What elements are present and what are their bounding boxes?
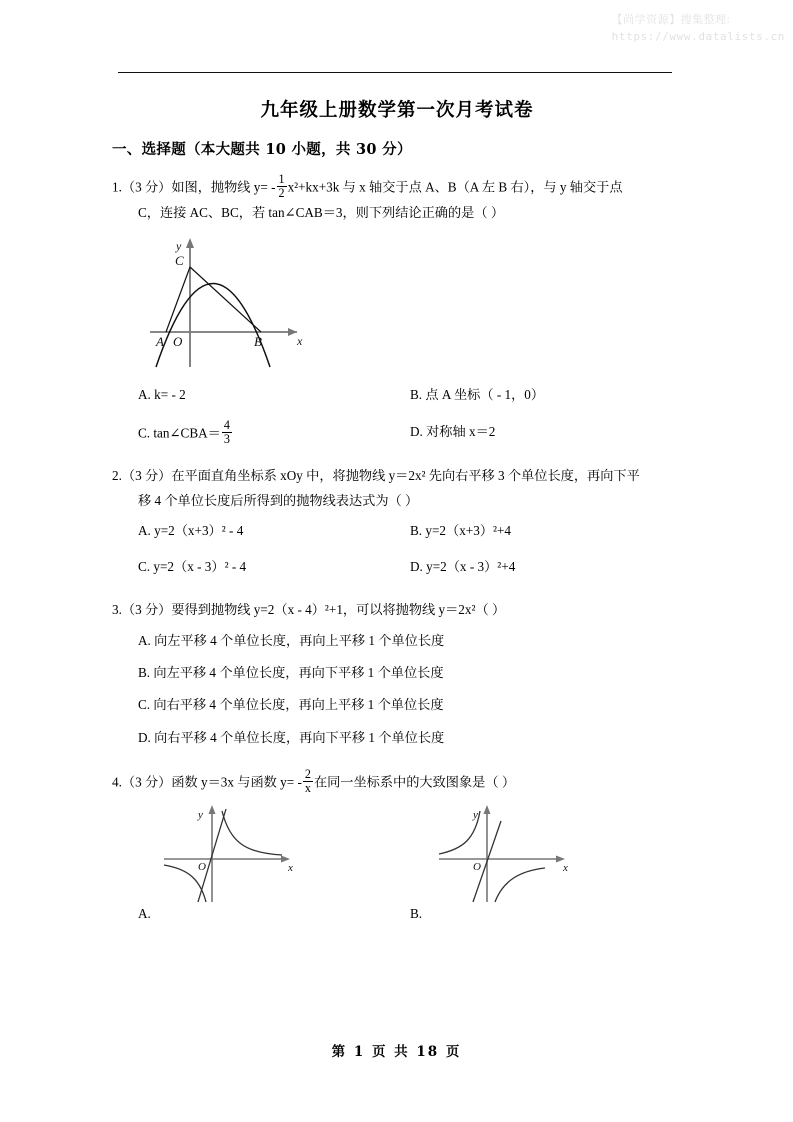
question-4-stem-fraction [303, 768, 313, 795]
option-text: 向左平移 4 个单位长度，再向上平移 1 个单位长度 [154, 632, 445, 648]
question-2-option-a[interactable] [138, 518, 410, 544]
graph-b-origin-label: O [473, 861, 481, 874]
page-footer: 第 1 页 共 18 页 [331, 1044, 462, 1060]
figure-label-A: A [156, 334, 164, 350]
option-text: 向左平移 4 个单位长度，再向下平移 1 个单位长度 [153, 664, 444, 680]
question-1 [112, 173, 682, 447]
page-content [112, 96, 682, 930]
option-text: 向右平移 4 个单位长度，再向下平移 1 个单位长度 [154, 729, 445, 745]
question-4-stem [112, 768, 682, 795]
question-1-option-c[interactable] [138, 419, 410, 447]
question-2-points: （3 分） [121, 467, 172, 483]
watermark [612, 12, 785, 45]
question-1-number: 1. [112, 179, 122, 195]
option-text: y=2（x - 3）² - 4 [153, 559, 247, 575]
graph-option-a [160, 799, 305, 904]
option-text: 点 A 坐标（ - 1，0） [425, 387, 545, 403]
page-title: 九年级上册数学第一次月考试卷 [260, 100, 534, 121]
question-4-option-a-label[interactable]: A. [138, 906, 151, 922]
option-text: y=2（x+3）²+4 [425, 523, 511, 539]
fraction-numerator: 1 [278, 172, 285, 186]
question-4-number: 4. [112, 774, 122, 790]
question-2-stem-line-2: 移 4 个单位长度后所得到的抛物线表达式为（ ） [138, 493, 419, 509]
option-key: D. [410, 423, 423, 439]
question-3-option-a[interactable] [138, 625, 682, 657]
section-heading: 一、选择题（本大题共 10 小题，共 30 分） [112, 141, 412, 158]
question-3-points: （3 分） [121, 601, 172, 617]
question-1-points: （3 分） [121, 179, 172, 195]
question-2-options [112, 518, 682, 581]
fraction-numerator: 4 [223, 417, 230, 432]
question-1-stem [112, 173, 682, 226]
question-4-points: （3 分） [121, 774, 172, 790]
question-1-option-b[interactable] [410, 382, 682, 408]
graph-b-axis-label-x: x [563, 862, 568, 875]
question-2-stem [112, 463, 682, 514]
question-1-options [112, 382, 682, 446]
graph-b-axis-label-y: y [473, 809, 478, 822]
watermark-url-text: https://www.datalists.cn [611, 29, 785, 43]
header-divider [118, 72, 672, 73]
question-4-stem-part-b: 在同一坐标系中的大致图象是（ ） [313, 774, 516, 790]
question-3-stem-line-1: 要得到抛物线 y=2（x - 4）²+1，可以将抛物线 y＝2x²（ ） [171, 601, 506, 617]
option-key: D. [410, 559, 423, 575]
option-text: 对称轴 x＝2 [426, 423, 496, 439]
question-1-figure-wrap [112, 232, 682, 372]
graph-a-axis-label-y: y [198, 809, 203, 822]
question-1-stem-part-a: 如图，抛物线 y= - [171, 179, 276, 195]
figure-label-C: C [175, 253, 184, 269]
question-4-option-labels [112, 906, 682, 922]
question-1-stem-fraction [277, 173, 287, 200]
question-3-stem [112, 597, 682, 623]
question-1-stem-part-b: x²+kx+3k 与 x 轴交于点 A、B（A 左 B 右），与 y 轴交于点 [287, 179, 623, 195]
question-3-options [112, 625, 682, 754]
figure-axis-label-y: y [176, 239, 182, 254]
question-4-stem-part-a: 函数 y＝3x 与函数 y= - [171, 774, 302, 790]
watermark-source-text: 【尚学资源】搜集整理: [611, 14, 731, 26]
question-2-option-d[interactable] [410, 554, 682, 580]
option-c-fraction [222, 419, 232, 446]
question-2-stem-line-1: 在平面直角坐标系 xOy 中，将抛物线 y＝2x² 先向右平移 3 个单位长度，再向下平 [171, 467, 640, 483]
option-text: k= - 2 [154, 387, 186, 403]
option-key: C. [138, 559, 151, 575]
question-3-option-c[interactable] [138, 689, 682, 721]
question-3 [112, 597, 682, 754]
question-2-option-c[interactable] [138, 554, 410, 580]
question-4-option-b-label[interactable]: B. [410, 906, 423, 922]
parabola-figure [142, 232, 327, 372]
option-text: tan∠CBA＝ [153, 425, 221, 441]
option-text: y=2（x+3）² - 4 [154, 523, 244, 539]
fraction-denominator: x [304, 781, 311, 796]
option-key: C. [138, 425, 151, 441]
option-key: A. [138, 523, 151, 539]
graph-option-b [435, 799, 580, 904]
figure-axis-label-x: x [297, 334, 303, 349]
question-1-option-a[interactable] [138, 382, 410, 408]
option-text: y=2（x - 3）²+4 [426, 559, 516, 575]
option-key: A. [138, 632, 151, 648]
question-2 [112, 463, 682, 581]
option-key: A. [138, 387, 151, 403]
question-4 [112, 768, 682, 922]
option-key: D. [138, 729, 151, 745]
option-key: B. [410, 523, 423, 539]
question-4-figures [112, 799, 682, 904]
question-3-number: 3. [112, 601, 122, 617]
fraction-numerator: 2 [304, 766, 311, 781]
graph-a-axis-label-x: x [288, 862, 293, 875]
figure-label-B: B [254, 334, 262, 350]
fraction-denominator: 3 [223, 431, 230, 446]
figure-label-O: O [173, 334, 183, 350]
question-1-option-d[interactable] [410, 419, 682, 447]
question-3-option-d[interactable] [138, 722, 682, 754]
fraction-denominator: 2 [278, 186, 285, 201]
option-key: B. [138, 664, 151, 680]
option-key: B. [410, 387, 423, 403]
question-2-number: 2. [112, 467, 122, 483]
option-text: 向右平移 4 个单位长度，再向上平移 1 个单位长度 [153, 697, 444, 713]
question-3-option-b[interactable] [138, 657, 682, 689]
option-key: C. [138, 697, 151, 713]
question-2-option-b[interactable] [410, 518, 682, 544]
question-1-stem-line-2: C，连接 AC、BC，若 tan∠CAB＝3，则下列结论正确的是（ ） [138, 205, 505, 221]
graph-a-origin-label: O [198, 861, 206, 874]
